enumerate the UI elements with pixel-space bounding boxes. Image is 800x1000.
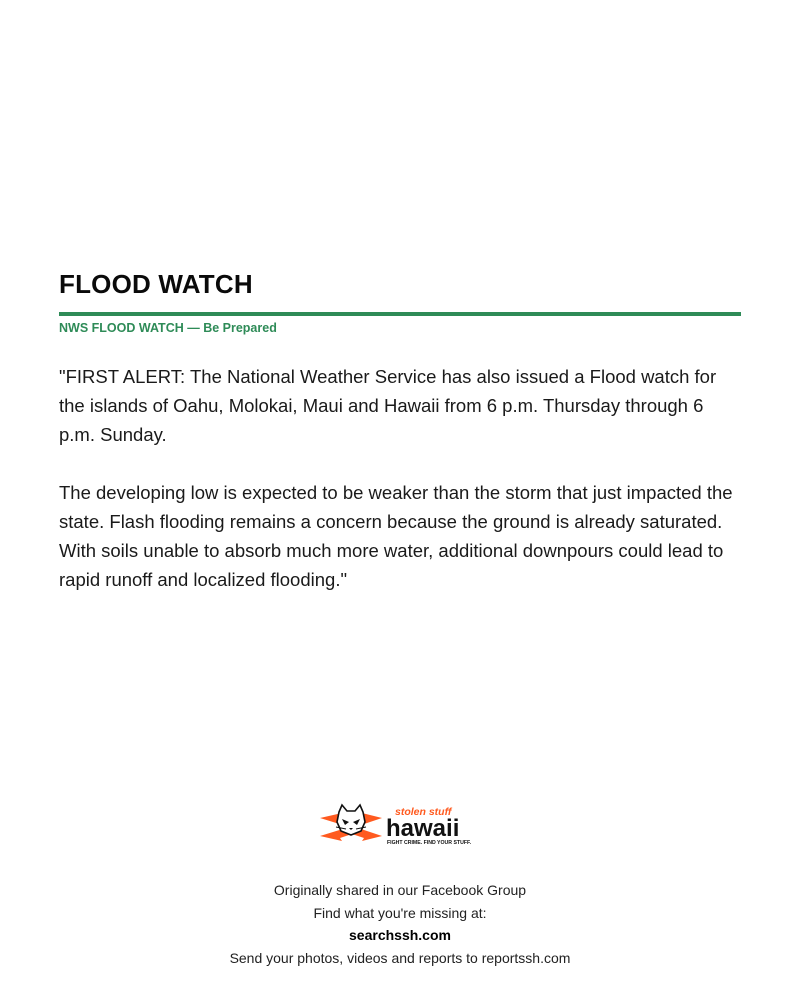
footer-line-reports: Send your photos, videos and reports to reportssh.com: [229, 949, 571, 966]
article: [59, 268, 741, 623]
stolen-stuff-hawaii-logo: [320, 800, 480, 850]
logo-main-text: hawaii: [386, 815, 460, 842]
footer: [0, 800, 800, 969]
logo-tagline: FIGHT CRIME. FIND YOUR STUFF.: [387, 840, 472, 846]
article-body: [59, 362, 741, 594]
article-paragraph: The developing low is expected to be weaker than the storm that just impacted the state. Flash flooding remains a concern because the ground is already saturated. With soils unable to absorb much more water, additional downpours could lead to rapid runoff and localized flooding.": [59, 482, 733, 590]
footer-line-find: Find what you're missing at:: [313, 904, 487, 921]
logo-top-text: stolen stuff: [395, 806, 452, 818]
footer-line-facebook: Originally shared in our Facebook Group: [273, 882, 527, 898]
footer-link-searchssh[interactable]: searchssh.com: [349, 927, 451, 943]
footer-text: [0, 879, 800, 969]
subheadline: NWS FLOOD WATCH — Be Prepared: [59, 321, 277, 335]
headline-divider: [59, 312, 741, 316]
headline: FLOOD WATCH: [59, 269, 253, 299]
article-paragraph: "FIRST ALERT: The National Weather Service has also issued a Flood watch for the islands of Oahu, Molokai, Maui and Hawaii from 6 p.m. Thursday through 6 p.m. Sunday.: [59, 366, 717, 445]
